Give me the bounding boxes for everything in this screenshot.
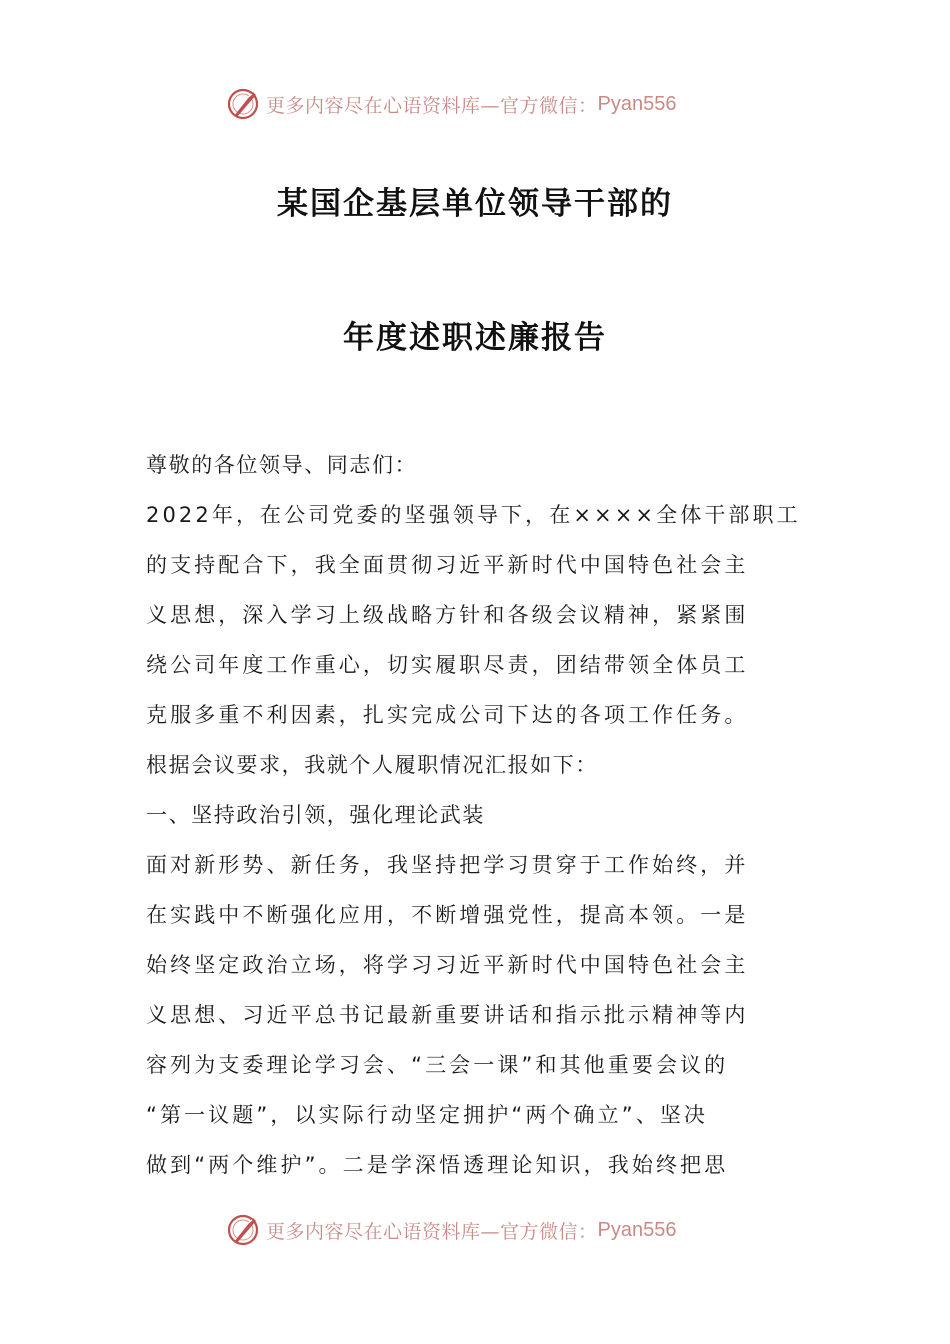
- body-line: 始终坚定政治立场，将学习习近平新时代中国特色社会主: [146, 953, 749, 977]
- body-line: 义思想、习近平总书记最新重要讲话和指示批示精神等内: [146, 1003, 749, 1027]
- body-line: 根据会议要求，我就个人履职情况汇报如下：: [146, 753, 598, 777]
- watermark-text: 更多内容尽在心语资料库—官方微信：: [266, 1220, 598, 1243]
- watermark-wechat-id: Pyan556: [597, 1218, 677, 1241]
- document-title-line-2: 年度述职述廉报告: [343, 320, 607, 356]
- section-heading: 一、坚持政治引领，强化理论武装: [146, 803, 485, 827]
- body-line: 的支持配合下，我全面贯彻习近平新时代中国特色社会主: [146, 553, 749, 577]
- salutation: 尊敬的各位领导、同志们：: [146, 453, 418, 477]
- document-title-line-1: 某国企基层单位领导干部的: [277, 186, 673, 222]
- body-line: 2022年，在公司党委的坚强领导下，在××××全体干部职工: [146, 503, 801, 527]
- body-line: 绕公司年度工作重心，切实履职尽责，团结带领全体员工: [146, 653, 749, 677]
- document-body: [146, 440, 806, 1190]
- watermark-header: [226, 84, 676, 124]
- watermark-footer: [226, 1210, 676, 1250]
- body-line: 容列为支委理论学习会、“三会一课”和其他重要会议的: [146, 1053, 729, 1077]
- body-line: 在实践中不断强化应用，不断增强党性，提高本领。一是: [146, 903, 749, 927]
- quill-logo-icon: [226, 86, 262, 122]
- quill-logo-icon: [226, 1212, 262, 1248]
- body-line: 面对新形势、新任务，我坚持把学习贯穿于工作始终，并: [146, 853, 749, 877]
- watermark-text: 更多内容尽在心语资料库—官方微信：: [266, 94, 598, 117]
- body-line: 做到“两个维护”。二是学深悟透理论知识，我始终把思: [146, 1153, 729, 1177]
- body-line: 克服多重不利因素，扎实完成公司下达的各项工作任务。: [146, 703, 749, 727]
- body-line: 义思想，深入学习上级战略方针和各级会议精神，紧紧围: [146, 603, 749, 627]
- body-line: “第一议题”，以实际行动坚定拥护“两个确立”、坚决: [146, 1103, 709, 1127]
- watermark-wechat-id: Pyan556: [597, 92, 677, 115]
